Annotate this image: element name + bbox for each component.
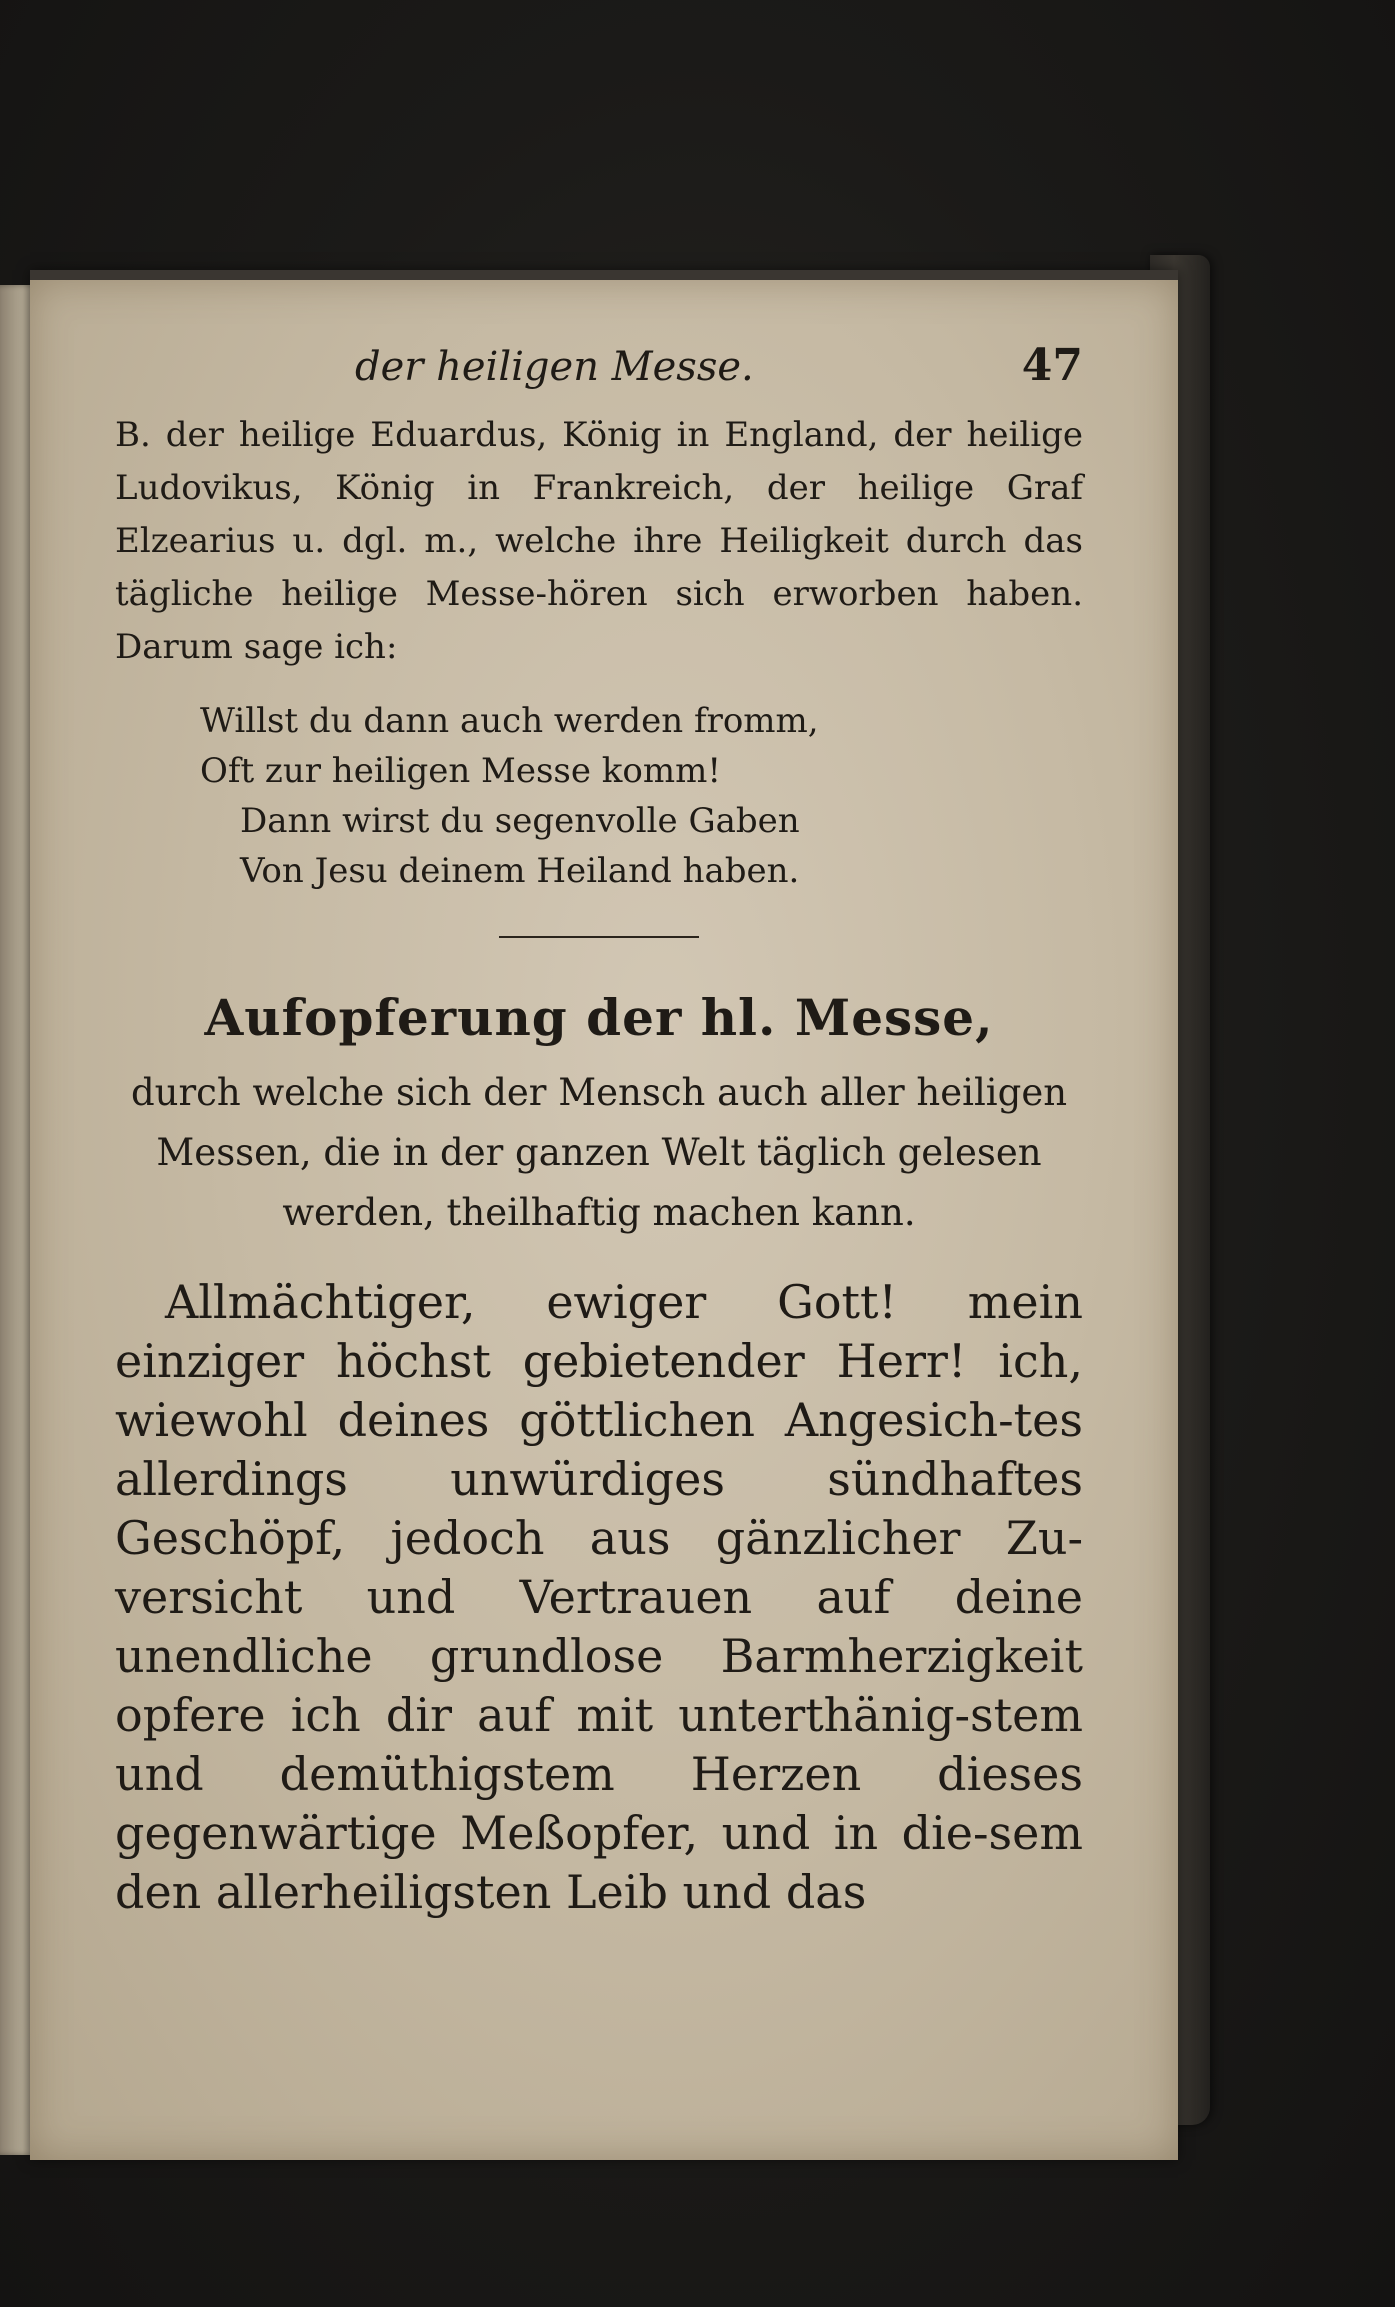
- section-subheading: durch welche sich der Mensch auch aller heiligen Messen, die in der ganzen Welt täglich gelesen werden, theilhaftig machen kann.: [130, 1071, 1068, 1234]
- verse-line: Dann wirst du segenvolle Gaben: [240, 801, 800, 841]
- prayer-text: Allmächtiger, ewiger Gott! mein einziger höchst gebietender Herr! ich, wiewohl deines göttlichen Angesich-tes allerdings unwürdiges sündhaftes Geschöpf, jedoch aus gänzlicher Zu-versicht und Vertrauen auf deine unendliche grundlose Barmherzigkeit opfere ich dir auf mit unterthänig-stem und demüthigstem Herzen dieses gegenwärtige Meßopfer, und in die-sem den allerheiligsten Leib und das: [115, 1275, 1083, 1919]
- page-content: [115, 340, 1083, 1922]
- section-heading: Aufopferung der hl. Messe,: [204, 988, 994, 1047]
- verse-line: Von Jesu deinem Heiland haben.: [240, 851, 800, 891]
- section-divider: [499, 936, 699, 938]
- book-page: [30, 270, 1178, 2160]
- page-number: 47: [1021, 340, 1083, 391]
- intro-paragraph: B. der heilige Eduardus, König in England, der heilige Ludovikus, König in Frankreich, der heilige Graf Elzearius u. dgl. m., welche ihre Heiligkeit durch das tägliche heilige Messe-hören sich erworben haben. Darum sage ich:: [115, 415, 1083, 667]
- running-head: [355, 340, 1083, 391]
- verse: [115, 696, 1083, 896]
- verse-line: Willst du dann auch werden fromm,: [200, 701, 819, 741]
- verse-line: Oft zur heiligen Messe komm!: [200, 751, 722, 791]
- running-head-title: der heiligen Messe.: [355, 344, 754, 390]
- intro-block: [115, 409, 1083, 674]
